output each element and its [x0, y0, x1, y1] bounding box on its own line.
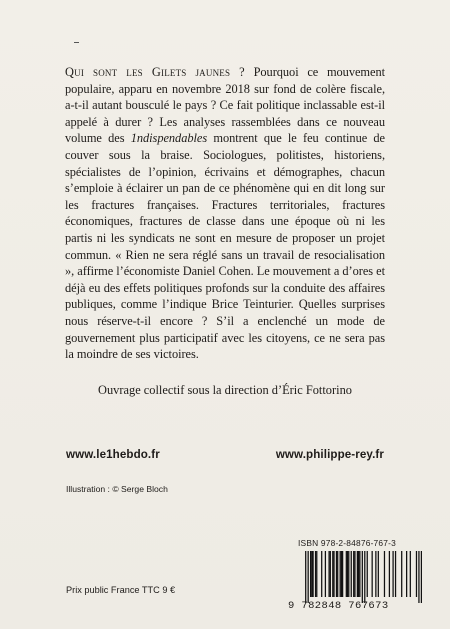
- barcode-bar: [330, 551, 331, 597]
- barcode-bar: [406, 551, 407, 597]
- barcode-guard-bar: [364, 551, 365, 603]
- barcode-bar: [340, 551, 341, 597]
- barcode-bar: [310, 551, 311, 597]
- barcode-guard-bar: [308, 551, 309, 603]
- barcode-bar: [353, 551, 354, 597]
- editor-credit: Ouvrage collectif sous la direction d’Éric Fottorino: [98, 383, 352, 397]
- barcode-bar: [312, 551, 313, 597]
- barcode-bar: [351, 551, 352, 597]
- barcode-bar: [375, 551, 376, 597]
- barcode-bar: [401, 551, 402, 597]
- barcode-bar: [359, 551, 360, 597]
- barcode-digits: 9 782848 767673: [288, 600, 389, 612]
- illustration-credit: Illustration : © Serge Bloch: [66, 484, 168, 494]
- barcode-bar: [332, 551, 333, 597]
- barcode-guard-bar: [421, 551, 422, 603]
- barcode-guard-bar: [305, 551, 306, 603]
- barcode-bar: [416, 551, 417, 597]
- barcode-guard-bar: [418, 551, 419, 603]
- barcode-bar: [389, 551, 390, 597]
- barcode-guard-bar: [362, 551, 363, 603]
- barcode-bar: [378, 551, 379, 597]
- series-title: 1ndispendables: [130, 131, 208, 146]
- barcode-bar: [348, 551, 349, 597]
- barcode-bar: [395, 551, 396, 597]
- corner-mark: [74, 42, 79, 43]
- barcode-bar: [392, 551, 393, 597]
- blurb-lead: Qui sont les Gilets jaunes ?: [65, 65, 245, 79]
- barcode-bar: [321, 551, 322, 597]
- barcode-bar: [367, 551, 368, 597]
- barcode-bar: [311, 551, 312, 597]
- le1hebdo-url: www.le1hebdo.fr: [66, 448, 160, 461]
- barcode-bar: [354, 551, 355, 597]
- barcode-bar: [316, 551, 317, 597]
- barcode-bar: [372, 551, 373, 597]
- blurb-text-1: Pourquoi ce mouvement populaire, apparu en novembre 2018 sur fond de colère fiscale, a-t-il autant bousculé le pays ? Ce fait politique inclassable est-il appelé à durer ? Les analyses rassemblées dans ce nouveau volume des: [65, 65, 385, 146]
- barcode-bar: [336, 551, 337, 597]
- philippe-rey-url: www.philippe-rey.fr: [275, 448, 384, 461]
- barcode-bar: [384, 551, 385, 597]
- barcode-bar: [325, 551, 326, 597]
- barcode-bar: [346, 551, 347, 597]
- isbn-number: ISBN 978-2-84876-767-3: [298, 538, 396, 548]
- barcode: [294, 551, 422, 603]
- barcode-bar: [347, 551, 348, 597]
- barcode-bar: [342, 551, 343, 597]
- blurb-text-2: montrent que le feu continue de couver sous la braise. Sociologues, politistes, historiens, spécialistes de l’opinion, écrivains et démographes, chacun s’emploie à éclairer un pan de ce phénomène qui en dit long sur les fractures françaises. Fractures territoriales, fractures économiques, fractures de classe dans une époque où ni les partis ni les syndicats ne sont en mesure de proposer un projet commun. « Rien ne sera réglé sans un travail de resocialisation », affirme l’économiste Daniel Cohen. Le mouvement a d’ores et déjà eu des effets politiques profonds sur la conduite des affaires publiques, comme l’indique Brice Teinturier. Quelles surprises nous réserve-t-il encore ? S’il a enclenché un mode de gouvernement plus participatif avec les citoyens, ce ne sera pas la moindre de ses victoires.: [65, 131, 385, 362]
- barcode-bar: [333, 551, 334, 597]
- barcode-bar: [357, 551, 358, 597]
- barcode-bar: [315, 551, 316, 597]
- barcode-bar: [337, 551, 338, 597]
- cover-blurb: [65, 64, 385, 363]
- barcode-bar: [358, 551, 359, 597]
- barcode-bar: [328, 551, 329, 597]
- price-label: Prix public France TTC 9 €: [66, 585, 176, 595]
- barcode-bar: [410, 551, 411, 597]
- barcode-bar: [341, 551, 342, 597]
